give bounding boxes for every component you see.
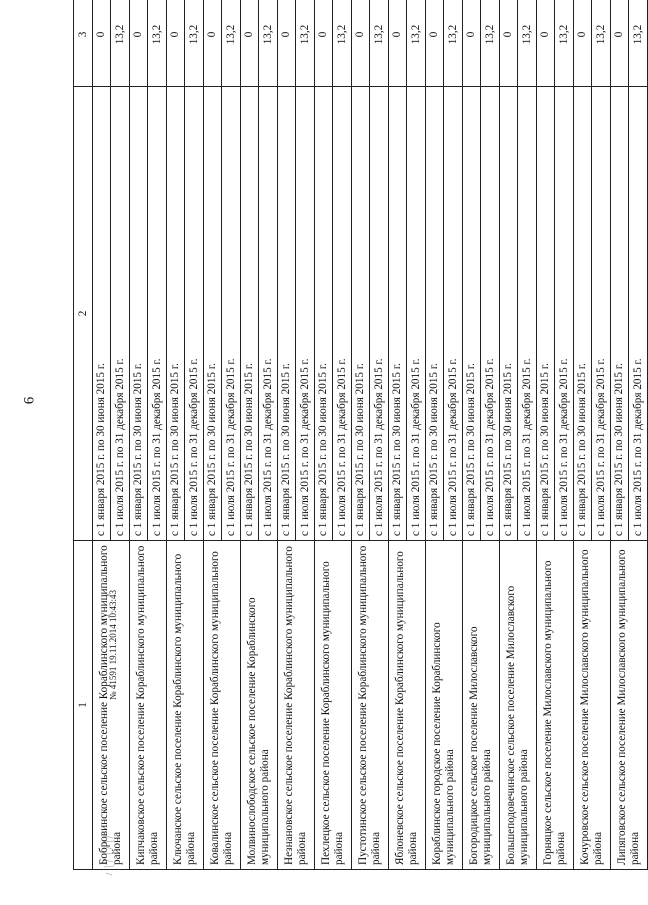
period-cell: с 1 января 2015 г. по 30 июня 2015 г. <box>389 87 407 541</box>
value-cell: 13,2 <box>333 0 352 87</box>
period-cell: с 1 июля 2015 г. по 31 декабря 2015 г. <box>370 87 389 541</box>
table-row <box>352 0 370 870</box>
settlement-name: Богородицкое сельское поселение Милославского муниципального района <box>468 626 493 865</box>
period-cell: с 1 июля 2015 г. по 31 декабря 2015 г. <box>222 87 241 541</box>
table-row <box>204 0 222 870</box>
settlement-name-cell <box>389 541 426 870</box>
period-cell: с 1 июля 2015 г. по 31 декабря 2015 г. <box>555 87 574 541</box>
value-cell: 13,2 <box>111 0 130 87</box>
rotated-table-container <box>73 10 644 870</box>
value-cell: 13,2 <box>370 0 389 87</box>
table-body <box>74 0 648 870</box>
settlement-name: Кочуровское сельское поселение Милославского муниципального района <box>579 549 604 865</box>
period-cell: с 1 июля 2015 г. по 31 декабря 2015 г. <box>518 87 537 541</box>
period-cell: с 1 июля 2015 г. по 31 декабря 2015 г. <box>407 87 426 541</box>
settlement-name-cell <box>574 541 611 870</box>
settlement-name: Кипчаковское сельское поселение Кораблинского муниципального района <box>135 545 160 865</box>
period-cell: с 1 января 2015 г. по 30 июня 2015 г. <box>500 87 518 541</box>
period-cell: с 1 января 2015 г. по 30 июня 2015 г. <box>167 87 185 541</box>
period-cell: с 1 января 2015 г. по 30 июня 2015 г. <box>426 87 444 541</box>
settlement-name-cell <box>241 541 278 870</box>
value-cell: 0 <box>500 0 518 87</box>
settlement-name: Пехлецкое сельское поселение Кораблинского муниципального района <box>320 561 345 865</box>
table-row <box>537 0 555 870</box>
settlement-name: Липяговское сельское поселение Милославского муниципального района <box>616 549 641 865</box>
value-cell: 0 <box>315 0 333 87</box>
period-cell: с 1 июля 2015 г. по 31 декабря 2015 г. <box>629 87 648 541</box>
period-cell: с 1 июля 2015 г. по 31 декабря 2015 г. <box>259 87 278 541</box>
value-cell: 0 <box>278 0 296 87</box>
period-cell: с 1 июля 2015 г. по 31 декабря 2015 г. <box>148 87 167 541</box>
settlement-name: Незнановское сельское поселение Кораблинского муниципального района <box>283 546 308 865</box>
value-cell: 13,2 <box>518 0 537 87</box>
settlement-name-cell <box>204 541 241 870</box>
settlement-name-cell <box>463 541 500 870</box>
header-cell-1: 1 <box>74 541 93 870</box>
value-cell: 0 <box>426 0 444 87</box>
period-cell: с 1 января 2015 г. по 30 июня 2015 г. <box>352 87 370 541</box>
value-cell: 0 <box>130 0 148 87</box>
table-row <box>93 0 111 870</box>
period-cell: с 1 января 2015 г. по 30 июня 2015 г. <box>241 87 259 541</box>
settlement-name: Молвинослободское сельское поселение Кораблинского муниципального района <box>246 597 271 865</box>
page-number: 6 <box>21 396 38 405</box>
table-row <box>278 0 296 870</box>
settlement-name: Яблоневское сельское поселение Кораблинского муниципального района <box>394 551 419 865</box>
header-row <box>74 0 93 870</box>
settlement-name-cell <box>167 541 204 870</box>
settlement-name: Бобровинское сельское поселение Кораблинского муниципального района <box>98 545 123 865</box>
value-cell: 0 <box>93 0 111 87</box>
value-cell: 13,2 <box>259 0 278 87</box>
value-cell: 0 <box>574 0 592 87</box>
table-row <box>500 0 518 870</box>
table-row <box>389 0 407 870</box>
value-cell: 13,2 <box>481 0 500 87</box>
period-cell: с 1 января 2015 г. по 30 июня 2015 г. <box>574 87 592 541</box>
value-cell: 0 <box>241 0 259 87</box>
value-cell: 0 <box>204 0 222 87</box>
value-cell: 13,2 <box>185 0 204 87</box>
period-cell: с 1 июля 2015 г. по 31 декабря 2015 г. <box>296 87 315 541</box>
value-cell: 0 <box>463 0 481 87</box>
period-cell: с 1 января 2015 г. по 30 июня 2015 г. <box>130 87 148 541</box>
value-cell: 13,2 <box>148 0 167 87</box>
settlement-name-cell <box>426 541 463 870</box>
table-row <box>167 0 185 870</box>
value-cell: 0 <box>611 0 629 87</box>
table-row <box>130 0 148 870</box>
period-cell: с 1 января 2015 г. по 30 июня 2015 г. <box>315 87 333 541</box>
table-row <box>426 0 444 870</box>
settlement-name: Ковалинское сельское поселение Кораблинского муниципального района <box>209 551 234 865</box>
settlement-name: Большеподовечинское сельское поселение Милославского муниципального района <box>505 585 530 865</box>
table-row <box>241 0 259 870</box>
table-row <box>574 0 592 870</box>
value-cell: 0 <box>167 0 185 87</box>
value-cell: 13,2 <box>296 0 315 87</box>
period-cell: с 1 января 2015 г. по 30 июня 2015 г. <box>537 87 555 541</box>
header-cell-2: 2 <box>74 87 93 541</box>
document-footer: № 41591 19.11.2014 10:43:43 <box>108 589 118 700</box>
period-cell: с 1 июля 2015 г. по 31 декабря 2015 г. <box>333 87 352 541</box>
settlement-name-cell <box>278 541 315 870</box>
table-row <box>611 0 629 870</box>
settlement-name-cell <box>93 541 130 870</box>
settlement-name-cell <box>500 541 537 870</box>
value-cell: 0 <box>537 0 555 87</box>
header-cell-3: 3 <box>74 0 93 87</box>
period-cell: с 1 июля 2015 г. по 31 декабря 2015 г. <box>111 87 130 541</box>
period-cell: с 1 июля 2015 г. по 31 декабря 2015 г. <box>592 87 611 541</box>
value-cell: 13,2 <box>592 0 611 87</box>
period-cell: с 1 января 2015 г. по 30 июня 2015 г. <box>278 87 296 541</box>
value-cell: 13,2 <box>555 0 574 87</box>
settlement-name: Ключанское сельское поселение Кораблинского муниципального района <box>172 553 197 865</box>
municipal-rates-table <box>73 0 648 870</box>
value-cell: 13,2 <box>222 0 241 87</box>
value-cell: 13,2 <box>629 0 648 87</box>
table-row <box>315 0 333 870</box>
period-cell: с 1 июля 2015 г. по 31 декабря 2015 г. <box>481 87 500 541</box>
value-cell: 13,2 <box>444 0 463 87</box>
settlement-name-cell <box>130 541 167 870</box>
period-cell: с 1 января 2015 г. по 30 июня 2015 г. <box>204 87 222 541</box>
value-cell: 0 <box>352 0 370 87</box>
period-cell: с 1 января 2015 г. по 30 июня 2015 г. <box>463 87 481 541</box>
settlement-name-cell <box>611 541 648 870</box>
period-cell: с 1 июля 2015 г. по 31 декабря 2015 г. <box>444 87 463 541</box>
settlement-name-cell <box>352 541 389 870</box>
settlement-name: Пустотинское сельское поселение Кораблинского муниципального района <box>357 545 382 865</box>
value-cell: 13,2 <box>407 0 426 87</box>
value-cell: 0 <box>389 0 407 87</box>
settlement-name-cell <box>315 541 352 870</box>
table-row <box>463 0 481 870</box>
settlement-name: Кораблинское городское поселение Кораблинского муниципального района <box>431 622 456 865</box>
period-cell: с 1 января 2015 г. по 30 июня 2015 г. <box>611 87 629 541</box>
period-cell: с 1 января 2015 г. по 30 июня 2015 г. <box>93 87 111 541</box>
settlement-name: Горняцкое сельское поселение Милославского муниципального района <box>542 560 567 865</box>
period-cell: с 1 июля 2015 г. по 31 декабря 2015 г. <box>185 87 204 541</box>
settlement-name-cell <box>537 541 574 870</box>
